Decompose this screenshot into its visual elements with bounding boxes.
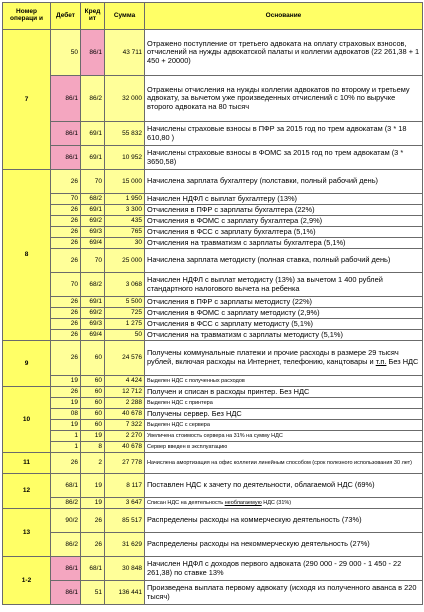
- header-sum: Сумма: [105, 3, 145, 30]
- table-row: [3, 330, 423, 341]
- basis-cell: Выделен НДС с принтера: [145, 398, 423, 409]
- debit-cell: 86/2: [51, 533, 81, 557]
- sum-cell: 7 322: [105, 420, 145, 431]
- table-row: [3, 387, 423, 398]
- basis-cell: Выделен НДС с сервера: [145, 420, 423, 431]
- sum-cell: 3 647: [105, 498, 145, 509]
- credit-cell: 60: [81, 409, 105, 420]
- sum-cell: 43 711: [105, 30, 145, 76]
- debit-cell: 86/2: [51, 498, 81, 509]
- basis-cell: Отчисления на травматизм с зарплаты бухгалтера (5,1%): [145, 238, 423, 249]
- credit-cell: 60: [81, 398, 105, 409]
- basis-cell: Начислен НДФЛ с выплат бухгалтеру (13%): [145, 194, 423, 205]
- debit-cell: 50: [51, 30, 81, 76]
- basis-cell: Сервер введен в эксплуатацию: [145, 442, 423, 453]
- sum-cell: 4 424: [105, 376, 145, 387]
- ledger-table: [2, 2, 423, 605]
- debit-cell: 26: [51, 308, 81, 319]
- sum-cell: 30: [105, 238, 145, 249]
- debit-cell: 19: [51, 420, 81, 431]
- sum-cell: 1 950: [105, 194, 145, 205]
- credit-cell: 69/4: [81, 330, 105, 341]
- table-row: [3, 76, 423, 122]
- basis-cell: Увеличена стоимость сервера на 31% на сумму НДС: [145, 431, 423, 442]
- credit-cell: 69/1: [81, 297, 105, 308]
- credit-cell: 69/3: [81, 227, 105, 238]
- debit-cell: 86/1: [51, 122, 81, 146]
- debit-cell: 26: [51, 238, 81, 249]
- sum-cell: 40 678: [105, 442, 145, 453]
- credit-cell: 70: [81, 249, 105, 273]
- basis-cell: Отчисления на травматизм с зарплаты методисту (5,1%): [145, 330, 423, 341]
- table-row: [3, 319, 423, 330]
- table-row: [3, 216, 423, 227]
- table-row: [3, 376, 423, 387]
- credit-cell: 69/1: [81, 146, 105, 170]
- table-row: [3, 474, 423, 498]
- header-debit: Дебет: [51, 3, 81, 30]
- sum-cell: 3 300: [105, 205, 145, 216]
- sum-cell: 10 952: [105, 146, 145, 170]
- basis-cell: Получен и списан в расходы принтер. Без НДС: [145, 387, 423, 398]
- table-row: [3, 308, 423, 319]
- basis-cell: Списан НДС на деятельность необлагаемую НДС (31%): [145, 498, 423, 509]
- basis-cell: Начислены страховые взносы в ФОМС за 2015 год по трем адвокатам (3 * 3650,58): [145, 146, 423, 170]
- table-row: [3, 453, 423, 474]
- table-row: [3, 581, 423, 605]
- sum-cell: 435: [105, 216, 145, 227]
- basis-cell: Начислена амортизация на офис коллегии линейным способом (срок полезного использования 30 лет): [145, 453, 423, 474]
- sum-cell: 27 778: [105, 453, 145, 474]
- basis-cell: Отчисления в ФОМС с зарплату методисту (2,9%): [145, 308, 423, 319]
- credit-cell: 60: [81, 387, 105, 398]
- debit-cell: 26: [51, 341, 81, 376]
- sum-cell: 30 848: [105, 557, 145, 581]
- debit-cell: 26: [51, 170, 81, 194]
- credit-cell: 8: [81, 442, 105, 453]
- basis-cell: Получены сервер. Без НДС: [145, 409, 423, 420]
- credit-cell: 26: [81, 533, 105, 557]
- sum-cell: 15 000: [105, 170, 145, 194]
- credit-cell: 19: [81, 498, 105, 509]
- sum-cell: 55 832: [105, 122, 145, 146]
- sum-cell: 85 517: [105, 509, 145, 533]
- sum-cell: 31 629: [105, 533, 145, 557]
- table-row: [3, 122, 423, 146]
- operation-number: 8: [3, 170, 51, 341]
- sum-cell: 8 117: [105, 474, 145, 498]
- debit-cell: 26: [51, 319, 81, 330]
- debit-cell: 26: [51, 297, 81, 308]
- table-row: [3, 297, 423, 308]
- table-row: [3, 146, 423, 170]
- header-basis: Основание: [145, 3, 423, 30]
- table-row: [3, 420, 423, 431]
- credit-cell: 69/3: [81, 319, 105, 330]
- table-row: [3, 498, 423, 509]
- debit-cell: 26: [51, 205, 81, 216]
- table-row: [3, 227, 423, 238]
- table-row: [3, 533, 423, 557]
- underlined-word: необлагаемую: [224, 499, 262, 506]
- table-row: [3, 509, 423, 533]
- sum-cell: 32 000: [105, 76, 145, 122]
- basis-cell: Отражены отчисления на нужды коллегии адвокатов по второму и третьему адвокату, за вычетом уже произведенных отчислений с 10% по выручке второго адвоката на 80 тысяч: [145, 76, 423, 122]
- table-row: [3, 341, 423, 376]
- credit-cell: 60: [81, 420, 105, 431]
- sum-cell: 5 500: [105, 297, 145, 308]
- basis-cell: Получены коммунальные платежи и прочие расходы в размере 29 тысяч рублей, включая расходы на Интернет, телефонию, канцтовары и т.п. Без НДС: [145, 341, 423, 376]
- credit-cell: 68/1: [81, 557, 105, 581]
- header-row: [3, 3, 423, 30]
- table-row: [3, 431, 423, 442]
- basis-cell: Отражено поступление от третьего адвоката на оплату страховых взносов, отчислений на нужды адвокатской палаты и коллегии адвокатов (22 261,38 + 1 450 + 20000): [145, 30, 423, 76]
- credit-cell: 86/1: [81, 30, 105, 76]
- debit-cell: 70: [51, 273, 81, 297]
- credit-cell: 51: [81, 581, 105, 605]
- credit-cell: 86/2: [81, 76, 105, 122]
- credit-cell: 26: [81, 509, 105, 533]
- sum-cell: 24 576: [105, 341, 145, 376]
- sum-cell: 765: [105, 227, 145, 238]
- debit-cell: 90/2: [51, 509, 81, 533]
- table-row: [3, 409, 423, 420]
- sum-cell: 1 275: [105, 319, 145, 330]
- table-row: [3, 249, 423, 273]
- table-row: [3, 30, 423, 76]
- credit-cell: 69/4: [81, 238, 105, 249]
- credit-cell: 60: [81, 341, 105, 376]
- sum-cell: 2 270: [105, 431, 145, 442]
- operation-number: 12: [3, 474, 51, 509]
- debit-cell: 1: [51, 431, 81, 442]
- debit-cell: 08: [51, 409, 81, 420]
- table-row: [3, 557, 423, 581]
- basis-cell: Отчисления в ПФР с зарплаты методисту (22%): [145, 297, 423, 308]
- basis-cell: Начислен НДФЛ с доходов первого адвоката (290 000 - 29 000 - 1 450 - 22 261,38) по ставке 13%: [145, 557, 423, 581]
- debit-cell: 86/1: [51, 557, 81, 581]
- basis-cell: Выделен НДС с полученных расходов: [145, 376, 423, 387]
- basis-cell: Поставлен НДС к зачету по деятельности, облагаемой НДС (69%): [145, 474, 423, 498]
- basis-cell: Распределены расходы на некоммерческую деятельность (27%): [145, 533, 423, 557]
- debit-cell: 26: [51, 227, 81, 238]
- basis-cell: Отчисления в ФОМС с зарплату бухгалтера (2,9%): [145, 216, 423, 227]
- credit-cell: 69/2: [81, 216, 105, 227]
- sum-cell: 40 678: [105, 409, 145, 420]
- credit-cell: 19: [81, 431, 105, 442]
- credit-cell: 69/1: [81, 205, 105, 216]
- credit-cell: 69/2: [81, 308, 105, 319]
- debit-cell: 86/1: [51, 76, 81, 122]
- ledger-body: [3, 30, 423, 605]
- debit-cell: 86/1: [51, 146, 81, 170]
- basis-cell: Начислены страховые взносы в ПФР за 2015 год по трем адвокатам (3 * 18 610,80 ): [145, 122, 423, 146]
- debit-cell: 26: [51, 216, 81, 227]
- sum-cell: 725: [105, 308, 145, 319]
- table-row: [3, 398, 423, 409]
- operation-number: 11: [3, 453, 51, 474]
- sum-cell: 136 441: [105, 581, 145, 605]
- debit-cell: 70: [51, 194, 81, 205]
- basis-cell: Распределены расходы на коммерческую деятельность (73%): [145, 509, 423, 533]
- table-row: [3, 194, 423, 205]
- basis-cell: Произведена выплата первому адвокату (исходя из полученного аванса в 220 тысяч): [145, 581, 423, 605]
- operation-number: 13: [3, 509, 51, 557]
- debit-cell: 68/1: [51, 474, 81, 498]
- table-row: [3, 170, 423, 194]
- credit-cell: 70: [81, 170, 105, 194]
- operation-number: 1-2: [3, 557, 51, 605]
- basis-cell: Начислена зарплата бухгалтеру (полставки, полный рабочий день): [145, 170, 423, 194]
- underlined-word: т.п.: [375, 357, 387, 366]
- debit-cell: 26: [51, 249, 81, 273]
- sum-cell: 25 000: [105, 249, 145, 273]
- credit-cell: 69/1: [81, 122, 105, 146]
- operation-number: 10: [3, 387, 51, 453]
- sum-cell: 3 068: [105, 273, 145, 297]
- sum-cell: 50: [105, 330, 145, 341]
- credit-cell: 19: [81, 474, 105, 498]
- credit-cell: 68/2: [81, 194, 105, 205]
- debit-cell: 19: [51, 398, 81, 409]
- operation-number: 9: [3, 341, 51, 387]
- debit-cell: 26: [51, 330, 81, 341]
- header-op-number: Номер операци и: [3, 3, 51, 30]
- debit-cell: 19: [51, 376, 81, 387]
- basis-cell: Отчисления в ФСС с зарплату бухгалтера (5,1%): [145, 227, 423, 238]
- credit-cell: 2: [81, 453, 105, 474]
- basis-cell: Отчисления в ФСС с зарплату методисту (5,1%): [145, 319, 423, 330]
- credit-cell: 60: [81, 376, 105, 387]
- header-credit: Кред ит: [81, 3, 105, 30]
- table-row: [3, 238, 423, 249]
- basis-cell: Начислен НДФЛ с выплат методисту (13%) за вычетом 1 400 рублей стандартного налогового вычета на ребенка: [145, 273, 423, 297]
- debit-cell: 86/1: [51, 581, 81, 605]
- table-row: [3, 442, 423, 453]
- operation-number: 7: [3, 30, 51, 170]
- sum-cell: 2 288: [105, 398, 145, 409]
- table-row: [3, 273, 423, 297]
- basis-cell: Начислена зарплата методисту (полная ставка, полный рабочий день): [145, 249, 423, 273]
- debit-cell: 26: [51, 453, 81, 474]
- debit-cell: 1: [51, 442, 81, 453]
- credit-cell: 68/2: [81, 273, 105, 297]
- table-row: [3, 205, 423, 216]
- basis-cell: Отчисления в ПФР с зарплаты бухгалтера (22%): [145, 205, 423, 216]
- debit-cell: 26: [51, 387, 81, 398]
- sum-cell: 12 712: [105, 387, 145, 398]
